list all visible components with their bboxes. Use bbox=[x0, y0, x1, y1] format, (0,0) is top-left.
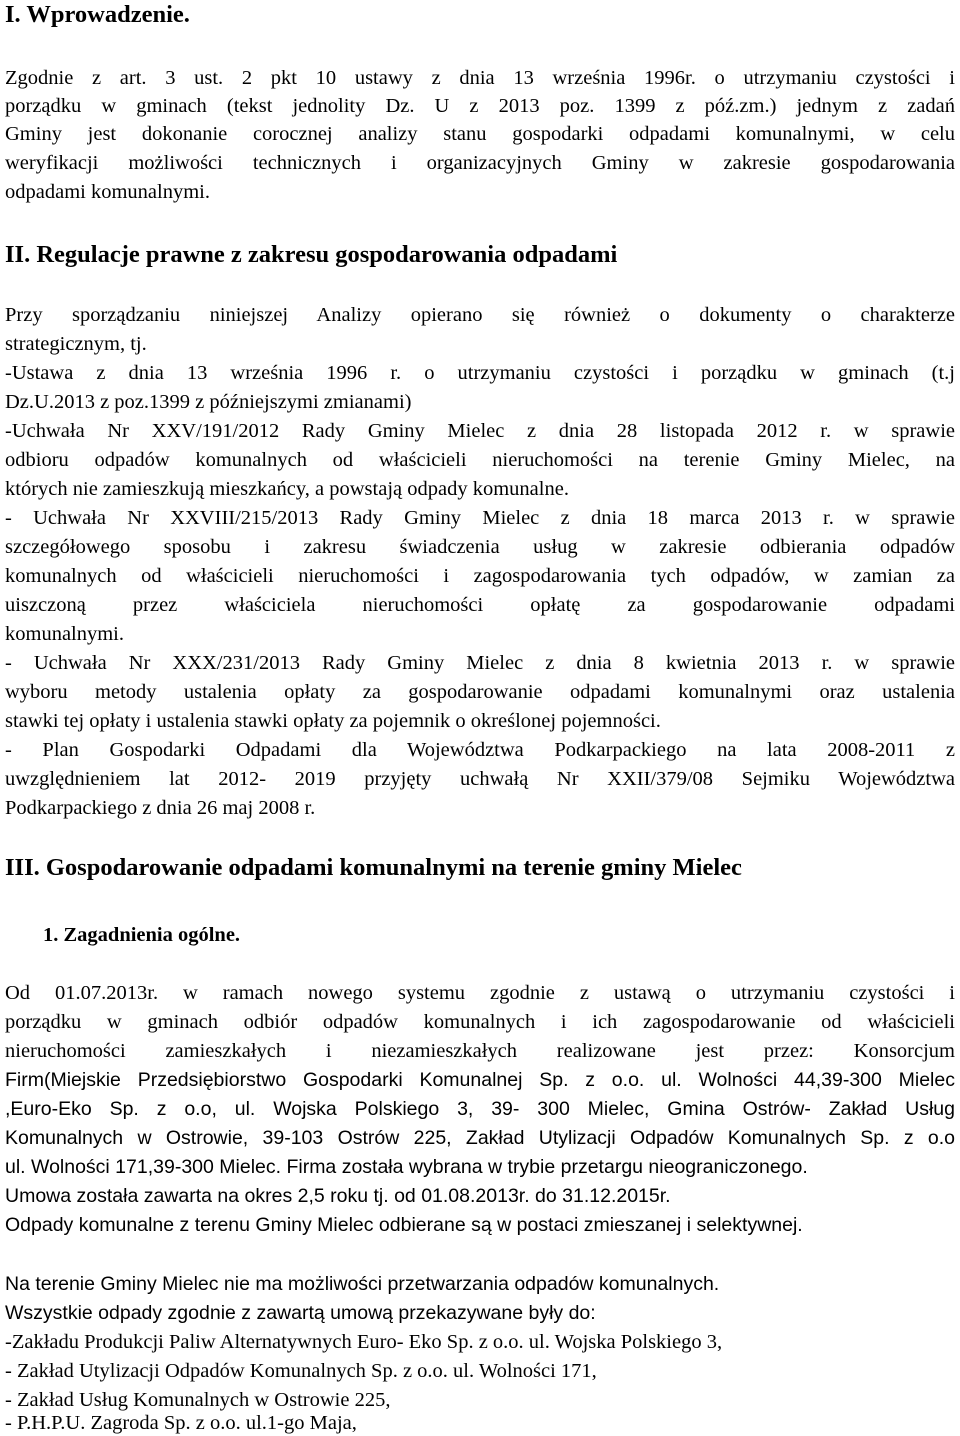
paragraph-line: -Uchwała Nr XXV/191/2012 Rady Gminy Mielec z dnia 28 listopada 2012 r. w sprawie bbox=[5, 420, 955, 442]
list-item: - P.H.P.U. Zagroda Sp. z o.o. ul.1-go Maja, bbox=[5, 1412, 357, 1434]
paragraph-line: komunalnymi. bbox=[5, 623, 125, 645]
paragraph-line: weryfikacji możliwości technicznych i organizacyjnych Gminy w zakresie gospodarowania bbox=[5, 152, 955, 174]
paragraph-line: Umowa została zawarta na okres 2,5 roku tj. od 01.08.2013r. do 31.12.2015r. bbox=[5, 1185, 671, 1207]
paragraph-line: Dz.U.2013 z poz.1399 z późniejszymi zmianami) bbox=[5, 391, 412, 413]
paragraph-line: nieruchomości zamieszkałych i niezamieszkałych realizowane jest przez: Konsorcjum bbox=[5, 1040, 955, 1062]
paragraph-line: których nie zamieszkują mieszkańcy, a powstają odpady komunalne. bbox=[5, 478, 569, 500]
paragraph-line: odbioru odpadów komunalnych od właścicieli nieruchomości na terenie Gminy Mielec, na bbox=[5, 449, 955, 471]
paragraph-line: ul. Wolności 171,39-300 Mielec. Firma została wybrana w trybie przetargu nieograniczonego. bbox=[5, 1156, 808, 1178]
section-3-heading: III. Gospodarowanie odpadami komunalnymi na terenie gminy Mielec bbox=[5, 854, 742, 881]
paragraph-line: Gminy jest dokonanie corocznej analizy stanu gospodarki odpadami komunalnymi, w celu bbox=[5, 123, 955, 145]
paragraph-line: - Plan Gospodarki Odpadami dla Województwa Podkarpackiego na lata 2008-2011 z bbox=[5, 739, 955, 761]
paragraph-line: uiszczoną przez właściciela nieruchomości opłatę za gospodarowanie odpadami bbox=[5, 594, 955, 616]
paragraph-line: Komunalnych w Ostrowie, 39-103 Ostrów 225, Zakład Utylizacji Odpadów Komunalnych Sp. z o.o bbox=[5, 1127, 955, 1149]
section-2-heading: II. Regulacje prawne z zakresu gospodarowania odpadami bbox=[5, 241, 618, 268]
paragraph-line: Wszystkie odpady zgodnie z zawartą umową przekazywane były do: bbox=[5, 1302, 596, 1324]
paragraph-line: Na terenie Gminy Mielec nie ma możliwości przetwarzania odpadów komunalnych. bbox=[5, 1273, 720, 1295]
paragraph-line: odpadami komunalnymi. bbox=[5, 181, 210, 203]
paragraph-line: Odpady komunalne z terenu Gminy Mielec odbierane są w postaci zmieszanej i selektywnej. bbox=[5, 1214, 803, 1236]
paragraph-line: komunalnych od właścicieli nieruchomości i zagospodarowania tych odpadów, w zamian za bbox=[5, 565, 955, 587]
list-item: - Zakład Utylizacji Odpadów Komunalnych Sp. z o.o. ul. Wolności 171, bbox=[5, 1360, 597, 1382]
paragraph-line: Firm(Miejskie Przedsiębiorstwo Gospodarki Komunalnej Sp. z o.o. ul. Wolności 44,39-300 Mielec bbox=[5, 1069, 955, 1091]
paragraph-line: stawki tej opłaty i ustalenia stawki opłaty za pojemnik o określonej pojemności. bbox=[5, 710, 661, 732]
paragraph-line: ,Euro-Eko Sp. z o.o, ul. Wojska Polskiego 3, 39- 300 Mielec, Gmina Ostrów- Zakład Usług bbox=[5, 1098, 955, 1120]
paragraph-line: porządku w gminach (tekst jednolity Dz. U z 2013 poz. 1399 z póź.zm.) jednym z zadań bbox=[5, 95, 955, 117]
paragraph-line: Przy sporządzaniu niniejszej Analizy opierano się również o dokumenty o charakterze bbox=[5, 304, 955, 326]
paragraph-line: wyboru metody ustalenia opłaty za gospodarowanie odpadami komunalnymi oraz ustalenia bbox=[5, 681, 955, 703]
section-1-heading: I. Wprowadzenie. bbox=[5, 1, 190, 28]
paragraph-line: Od 01.07.2013r. w ramach nowego systemu zgodnie z ustawą o utrzymaniu czystości i bbox=[5, 982, 955, 1004]
subsection-heading: 1. Zagadnienia ogólne. bbox=[43, 924, 241, 946]
paragraph-line: - Uchwała Nr XXX/231/2013 Rady Gminy Mielec z dnia 8 kwietnia 2013 r. w sprawie bbox=[5, 652, 955, 674]
list-item: - Zakład Usług Komunalnych w Ostrowie 225, bbox=[5, 1389, 391, 1411]
paragraph-line: uwzględnieniem lat 2012- 2019 przyjęty uchwałą Nr XXII/379/08 Sejmiku Województwa bbox=[5, 768, 955, 790]
list-item: -Zakładu Produkcji Paliw Alternatywnych Euro- Eko Sp. z o.o. ul. Wojska Polskiego 3, bbox=[5, 1331, 723, 1353]
paragraph-line: - Uchwała Nr XXVIII/215/2013 Rady Gminy Mielec z dnia 18 marca 2013 r. w sprawie bbox=[5, 507, 955, 529]
paragraph-line: Zgodnie z art. 3 ust. 2 pkt 10 ustawy z dnia 13 września 1996r. o utrzymaniu czystości i bbox=[5, 67, 955, 89]
paragraph-line: Podkarpackiego z dnia 26 maj 2008 r. bbox=[5, 797, 316, 819]
paragraph-line: szczegółowego sposobu i zakresu świadczenia usług w zakresie odbierania odpadów bbox=[5, 536, 955, 558]
paragraph-line: -Ustawa z dnia 13 września 1996 r. o utrzymaniu czystości i porządku w gminach (t.j bbox=[5, 362, 955, 384]
paragraph-line: porządku w gminach odbiór odpadów komunalnych i ich zagospodarowanie od właścicieli bbox=[5, 1011, 955, 1033]
paragraph-line: strategicznym, tj. bbox=[5, 333, 147, 355]
